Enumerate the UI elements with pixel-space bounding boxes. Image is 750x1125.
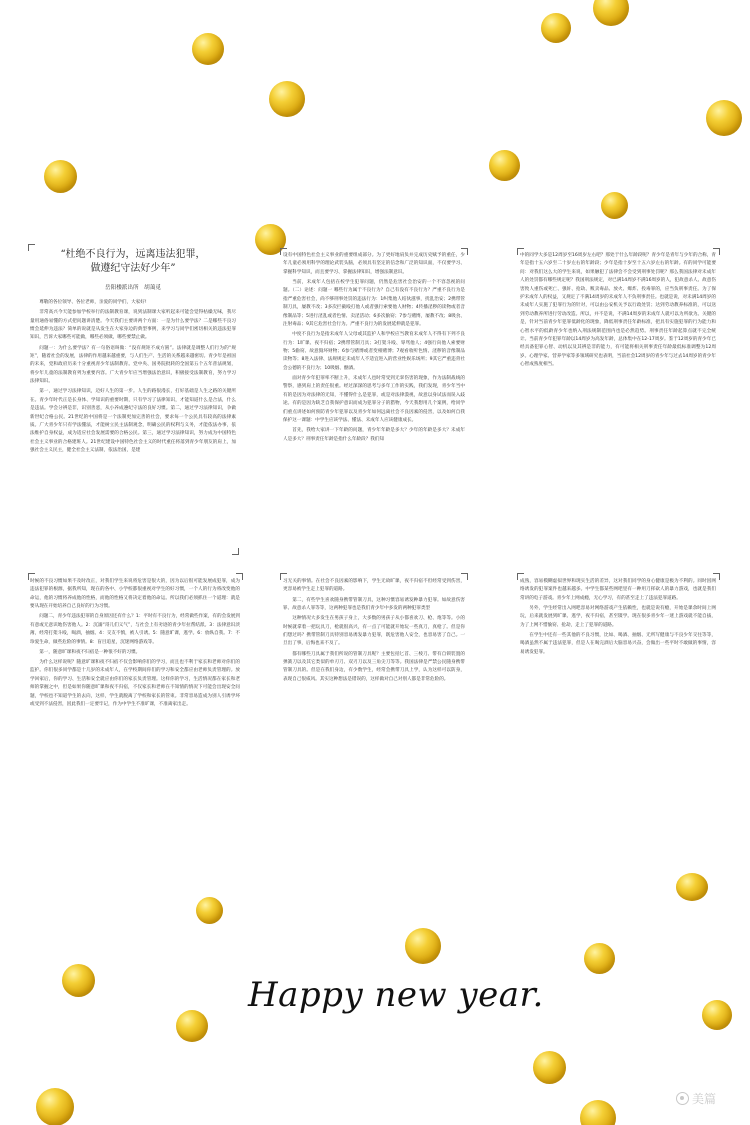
paragraph: 设有中国特色社会主义事业的重要组成部分。为了更好地肩负并完成历史赋予的重任，少年儿童必须用科学的理论武装头脑，必须具有坚定的信念和广泛的知识面，不仅要学习、掌握科学知识，而且要学习、掌握法律知识，增强法制意识。 bbox=[283, 253, 465, 275]
crop-mark bbox=[232, 548, 239, 555]
crop-mark bbox=[461, 573, 468, 580]
gold-dot bbox=[676, 873, 708, 901]
crop-mark bbox=[236, 573, 243, 580]
gold-dot bbox=[44, 160, 77, 193]
paragraph: 另外，学生经常出入网吧容易对网络游戏产生依赖性，也就是说有瘾，开始是课余时间上网玩，后来就发展到旷课、逃学，夜不归宿，甚至辍学。现在很多青少年一迷上游戏就不能自拔，为了上网不惜偷窃、抢劫，走上了犯罪的道路。 bbox=[520, 606, 716, 628]
gold-dot bbox=[702, 1000, 732, 1030]
paragraph: 第一，通过学习法律知识，迈好人生的第一步。人生的路很漫长，打好基础是人生之路的关键所在。青少年时代正是长身体、学知识的重要时期，只有学习了法律知识，才能知道什么是合法，什么是违法。学会分辨是非，识别善恶，从小养成遵纪守法的良好习惯。第二，通过学习法律知识，争做新世纪合格公民。21世纪的中国将是一个法制更加完善的社会，要求每一个公民具有较高的法律素质。广大青少年只有学法懂法，才能树立民主法制观念，明确公民的权利与义务，才能依法办事，依法维护自身权益，成为适应社会发展需要的合格公民。第三，通过学习法律知识，努力成为中国特色社会主义事业的合格建班人。21世纪建设中国特色社会主义的时代重任将落到青少年朋友的肩上，加强社会主义民主，健全社会主义法制，依法治国，是建 bbox=[30, 389, 236, 454]
gold-dot bbox=[176, 1010, 208, 1042]
paragraph: 当前，未成年人包括在校学生犯罪问题，仍然是危害社会治安的一个不容忽视的问题。（二）论述：问题一 哪些行为属于不良行为？自己有没有不良行为？严重不良行为是指严重危害社会，尚不够刑事处罚的违法行为：1纠集他人结伙滋事，扰乱治安；2携带管制刀具，屡教不改；3多次拦截殴打他人或者强行索要他人财物；4传播淫秽的读物或者音像制品等；5进行淫乱或者色情、卖淫活动；6多次偷窃；7参与赌博，屡教不改；8吸食、注射毒品；9其它危害社会行为。严重不良行为的发展延伸就是犯罪。 bbox=[283, 280, 465, 328]
document-title-line2: 做遵纪守法好少年” bbox=[90, 263, 176, 274]
gold-dot bbox=[196, 897, 223, 924]
paragraph: 为什么这样说呢？随意旷课和夜不归宿不仅会影响你们的学习，而且也不利于家长和老师对你们的监护。你们很多同学都是十几岁的未成年人，在学校期间你们的学习和安全都应由老师负责管理的。放学回家后，你的学习、生活和安全就应由你们的家长负责管理。这样你的学习，生活情况都在家长和老师的掌握之中，但是如果你随意旷课和夜不归宿，不仅家长和老师在不知情的情况下可能会出现安全问题，学校也不知道学生的去向，这样，学生就脱离了学校和家长的管束。非常容易造成为别人引诱学坏或受到不法侵害，因此我们一定要牢记，作为中学生不准旷课，不准离家出走。 bbox=[30, 660, 240, 708]
document-greeting: 尊敬的各位领导、各位老师，亲爱的同学们，大家好! bbox=[39, 300, 147, 305]
crop-mark bbox=[461, 248, 468, 255]
gold-dot bbox=[62, 964, 95, 997]
document-page-5 bbox=[283, 578, 465, 873]
paragraph: 习无关的事情。在社会不良因素的影响下，学生无故旷课，夜不归宿不但经常受到伤害，更容易被学生走上犯罪的道路。 bbox=[283, 579, 465, 593]
document-title bbox=[30, 248, 236, 276]
gold-dot bbox=[36, 1088, 74, 1125]
paragraph: 面对青少年犯罪率不断上升，未成年人也时常受到无辜伤害的现象，作为法制战线的警察，感到肩上的责任很重。经过深深的思考与多年工作的实践，我们发现，青少年当中有的是因为对法律的无知，不懂得什么是犯罪，或是对法律漠视，故意以身试法而误入歧途。有的是因为缺乏自我保护意识而成为犯罪分子的猎物，今天我想用几个案例，给同学们重点讲述如何预防青少年犯罪以及青少年如何远离社会不良因素的侵害，以及如何自我保护这一课题：中学生应该学法、懂法、未成年人应该健康成长。 bbox=[283, 376, 465, 424]
crop-mark bbox=[517, 248, 524, 255]
paragraph: 第二，有些学生喜欢随身携带管制刀具，这种习惯容易诱发种暴力犯罪。如故意伤害罪、故意杀人罪等等，这两种犯罪也是我们青少年中多发的两种犯罪类型 bbox=[283, 597, 465, 612]
paragraph: 首先，我给大家讲一下年龄的问题，青少年年龄是多大？少年的年龄是多大？未成年人是多大？刑事责任年龄是指什么年龄段？我们知 bbox=[283, 428, 465, 442]
document-page-6 bbox=[520, 578, 716, 873]
gold-dot bbox=[192, 33, 224, 65]
crop-mark bbox=[713, 573, 720, 580]
watermark bbox=[676, 1090, 716, 1107]
happy-new-year-text: Happy new year. bbox=[248, 975, 544, 1015]
paragraph: 在学生中还有一些其他的不良习惯，比如、喝酒、抽烟、无所写健康与不良少年交往等等，喝酒虽然不属于违法犯罪，但是人在喝完酒后大脑容易兴奋，会做出一些平时不敢做的事情，容易诱发犯罪。 bbox=[520, 633, 716, 655]
document-page-1 bbox=[28, 248, 238, 548]
gold-dot bbox=[706, 100, 742, 136]
paragraph: 时候的不良习惯如果不及时改正，对我们学生来说将危害是很大的，因为以后很可能发展成犯罪，成为违法犯罪的根源，据我所知，现在的各中、小学校都很重视对学生的好习惯，一个人的行为将改变他的命运，他的习惯将养成他的性格，而他的性格又将决定着他的命运。所以我们必须抓住一个道理：就是要从现在开始培养自己良好的行为习惯。 bbox=[30, 579, 240, 610]
crop-mark bbox=[28, 573, 35, 580]
paragraph: 非常高兴今天能参加学校举行的法制教育课，说到法制课大家听起来可能会觉得枯燥无味，我尽量用通俗易懂的方式把问题讲清楚。今天我们主要讲两个方面：一是为什么要学法？二是哪些不良习惯会延伸为违法？简单的说就是从发生在大家身边的典型事例，来学习与同学们密切相关的违法犯罪知识，告诉大家哪些可能做，哪些必须做，哪些要禁止做。 bbox=[30, 310, 236, 341]
crop-mark bbox=[517, 573, 524, 580]
paragraph: 都有哪些刀具属于我们所说的管制刀具呢？主要包括匕首、三棱刀、带有自锁装置的弹簧刀以及其它类似的单刃刀、双刃刀以及三角尖刀等等。我国法律是严禁公民随身携带管制刀具的。但是在我们身边，有少数学生，经常会携带刀具上学，认为这样可以防身，表现自己很威风。其实这种想法是错误的，这样做对自己对别人都是非常危险的。 bbox=[283, 651, 465, 682]
paragraph: 中度不良行为是指未成年人父母或其监护人和学校应当教育未成年人不得有下列不良行为：1旷课、夜不归宿；2携带管制刀具；3打架斗殴、辱骂他人；4强行向他人索要财物；5偷窃、故意毁坏财物；6参与赌博或者变相赌博；7观看收听色情、淫秽的音像制品读物等；8进入法律、法规规定未成年人不适宜进入的营业性娱乐场所；9其它严重违背社会公德的不良行为；10吸烟、酗酒。 bbox=[283, 332, 465, 371]
watermark-label: 美篇 bbox=[692, 1092, 717, 1106]
gold-dot bbox=[584, 943, 615, 974]
gold-dot bbox=[541, 13, 571, 43]
gold-dot bbox=[489, 150, 520, 181]
paragraph: 成熟，容易模糊虚拟世界和现实生活的差异，这对我们同学的身心健康是极为不利的。同时因网络诱发的犯罪案件也越来越多。中学生都某些网吧里有一种用刀挥砍人的暴力游戏，也就是我们常讲的电子游戏。青少年上网成瘾，无心学习，有的甚至走上了违法犯罪道路。 bbox=[520, 579, 716, 601]
gold-dot bbox=[601, 192, 628, 219]
gold-dot bbox=[269, 81, 305, 117]
gold-dot bbox=[405, 928, 441, 964]
gold-dot bbox=[533, 1051, 566, 1084]
crop-mark bbox=[713, 248, 720, 255]
document-page-4 bbox=[28, 578, 242, 873]
crop-mark bbox=[280, 573, 287, 580]
document-author: 岳阳楼派出所 胡蔼觅 bbox=[105, 285, 161, 291]
paragraph: 问题二，青少年违法犯罪的自身原因还有什么？1：平时有不良行为，经常做些作案，有的会发展到有意或无意识地伤害他人。2：沉溺“哥儿们义气”，与社会上有劣迹的青少年拉帮结派。3：法律意识淡薄，经常打架斗殴，喝酒，抽烟。4：交友不慎，被人引诱。5：随意旷课，逃学。6：放纵自我。7：不珍爱生命，做些危险的事情。8：盲目追星，沉迷网络游戏等。 bbox=[30, 614, 240, 645]
crop-mark bbox=[280, 248, 287, 255]
crop-mark bbox=[28, 244, 35, 251]
document-title-line1: “杜绝不良行为，远离违法犯罪， bbox=[60, 249, 206, 260]
paragraph: 中的同学大多是12周岁至16周岁左右吧？那处于什么年龄段呢？青少年是青年与少年的合称，青年是指十五六岁至二十岁左右的年龄段；少年是指十岁至十五六岁左右的年龄。有的同学可能要问：对我们这么大的学生来说，如果触犯了法律会不会受到刑事处罚呢？那么我国法律对未成年人的处罚都有哪些规定呢？我国刑法规定，对已满14周岁不满16周岁的人，犯故意杀人、故意伤害致人重伤或死亡、强奸、抢劫、贩卖毒品、放火、爆炸、投毒罪的，应当负刑事责任。为了保护未成年人的权益，又规定了不满14周岁的未成年人不负刑事责任。也就是说，对未满14周岁的未成年人实施了犯罪行为的针对，可以由公安机关予以行政处罚；达到劳动教养标准的，可以送到劳动教养所进行劳动改造。所以，并不是说，不满14周岁的未成年人就可以为所欲为。关键的是，针对当前青少年犯罪低龄化的现象，降低刑事责任年龄标准，把具有实施犯罪的行为能力和心智水平的低龄青少年也纳入刑法规制范围内也是必然趋势。刑事责任年龄起算点就不完全统计。当前青少年犯罪年龄以14周岁为高发年龄，总体集中在12-17周岁。鉴于12周岁的青少年已经具备犯罪心智、动机以及其辨是非的能力，有可能将相关刑事责任年龄最低标准调整为12周岁。心理学家、营养学家等多领域研究也表明，当前社会12周岁的青少年与过去14周岁的青少年心智成熟度相当。 bbox=[520, 253, 716, 368]
meipian-logo-icon bbox=[676, 1092, 689, 1105]
gold-dot bbox=[580, 1100, 616, 1125]
document-page-2 bbox=[283, 252, 465, 548]
paragraph: 第一，随意旷课和夜不归宿是一种很不好的习惯。 bbox=[39, 649, 141, 655]
paragraph: 这种情况大多发生在男孩子身上，大多数的男孩子从小都喜欢刀、枪、炮等等。小的时候就拿着一把玩具刀，枪就很高兴，有一点了可能就开始玩一些真刀，真枪了。但是你们想过吗？携带管制刀具特别容易诱发暴力犯罪，既危害他人安全，也容易害了自己。一旦出了事，后悔也来不及了。 bbox=[283, 616, 465, 647]
document-page-3 bbox=[520, 252, 716, 548]
paragraph: 问题一：为什么要学法？有一句俗语叫做：“没有规矩不成方圆”。法律就是调整人们行为的“规矩”，随着社会的发展，法律的作用越来越重要，与人们生产、生活的关系越来越密切。青少年是祖国的未来，党和政府历来十分重视青少年法制教育。党中央、国务院批转的全国第五个五年普法规划，将少年儿童的法制教育列为重要内容。广大青少年应当增强法治意识，积极接受法制教育，努力学习法律知识。 bbox=[30, 345, 236, 385]
gold-dot bbox=[593, 0, 629, 26]
